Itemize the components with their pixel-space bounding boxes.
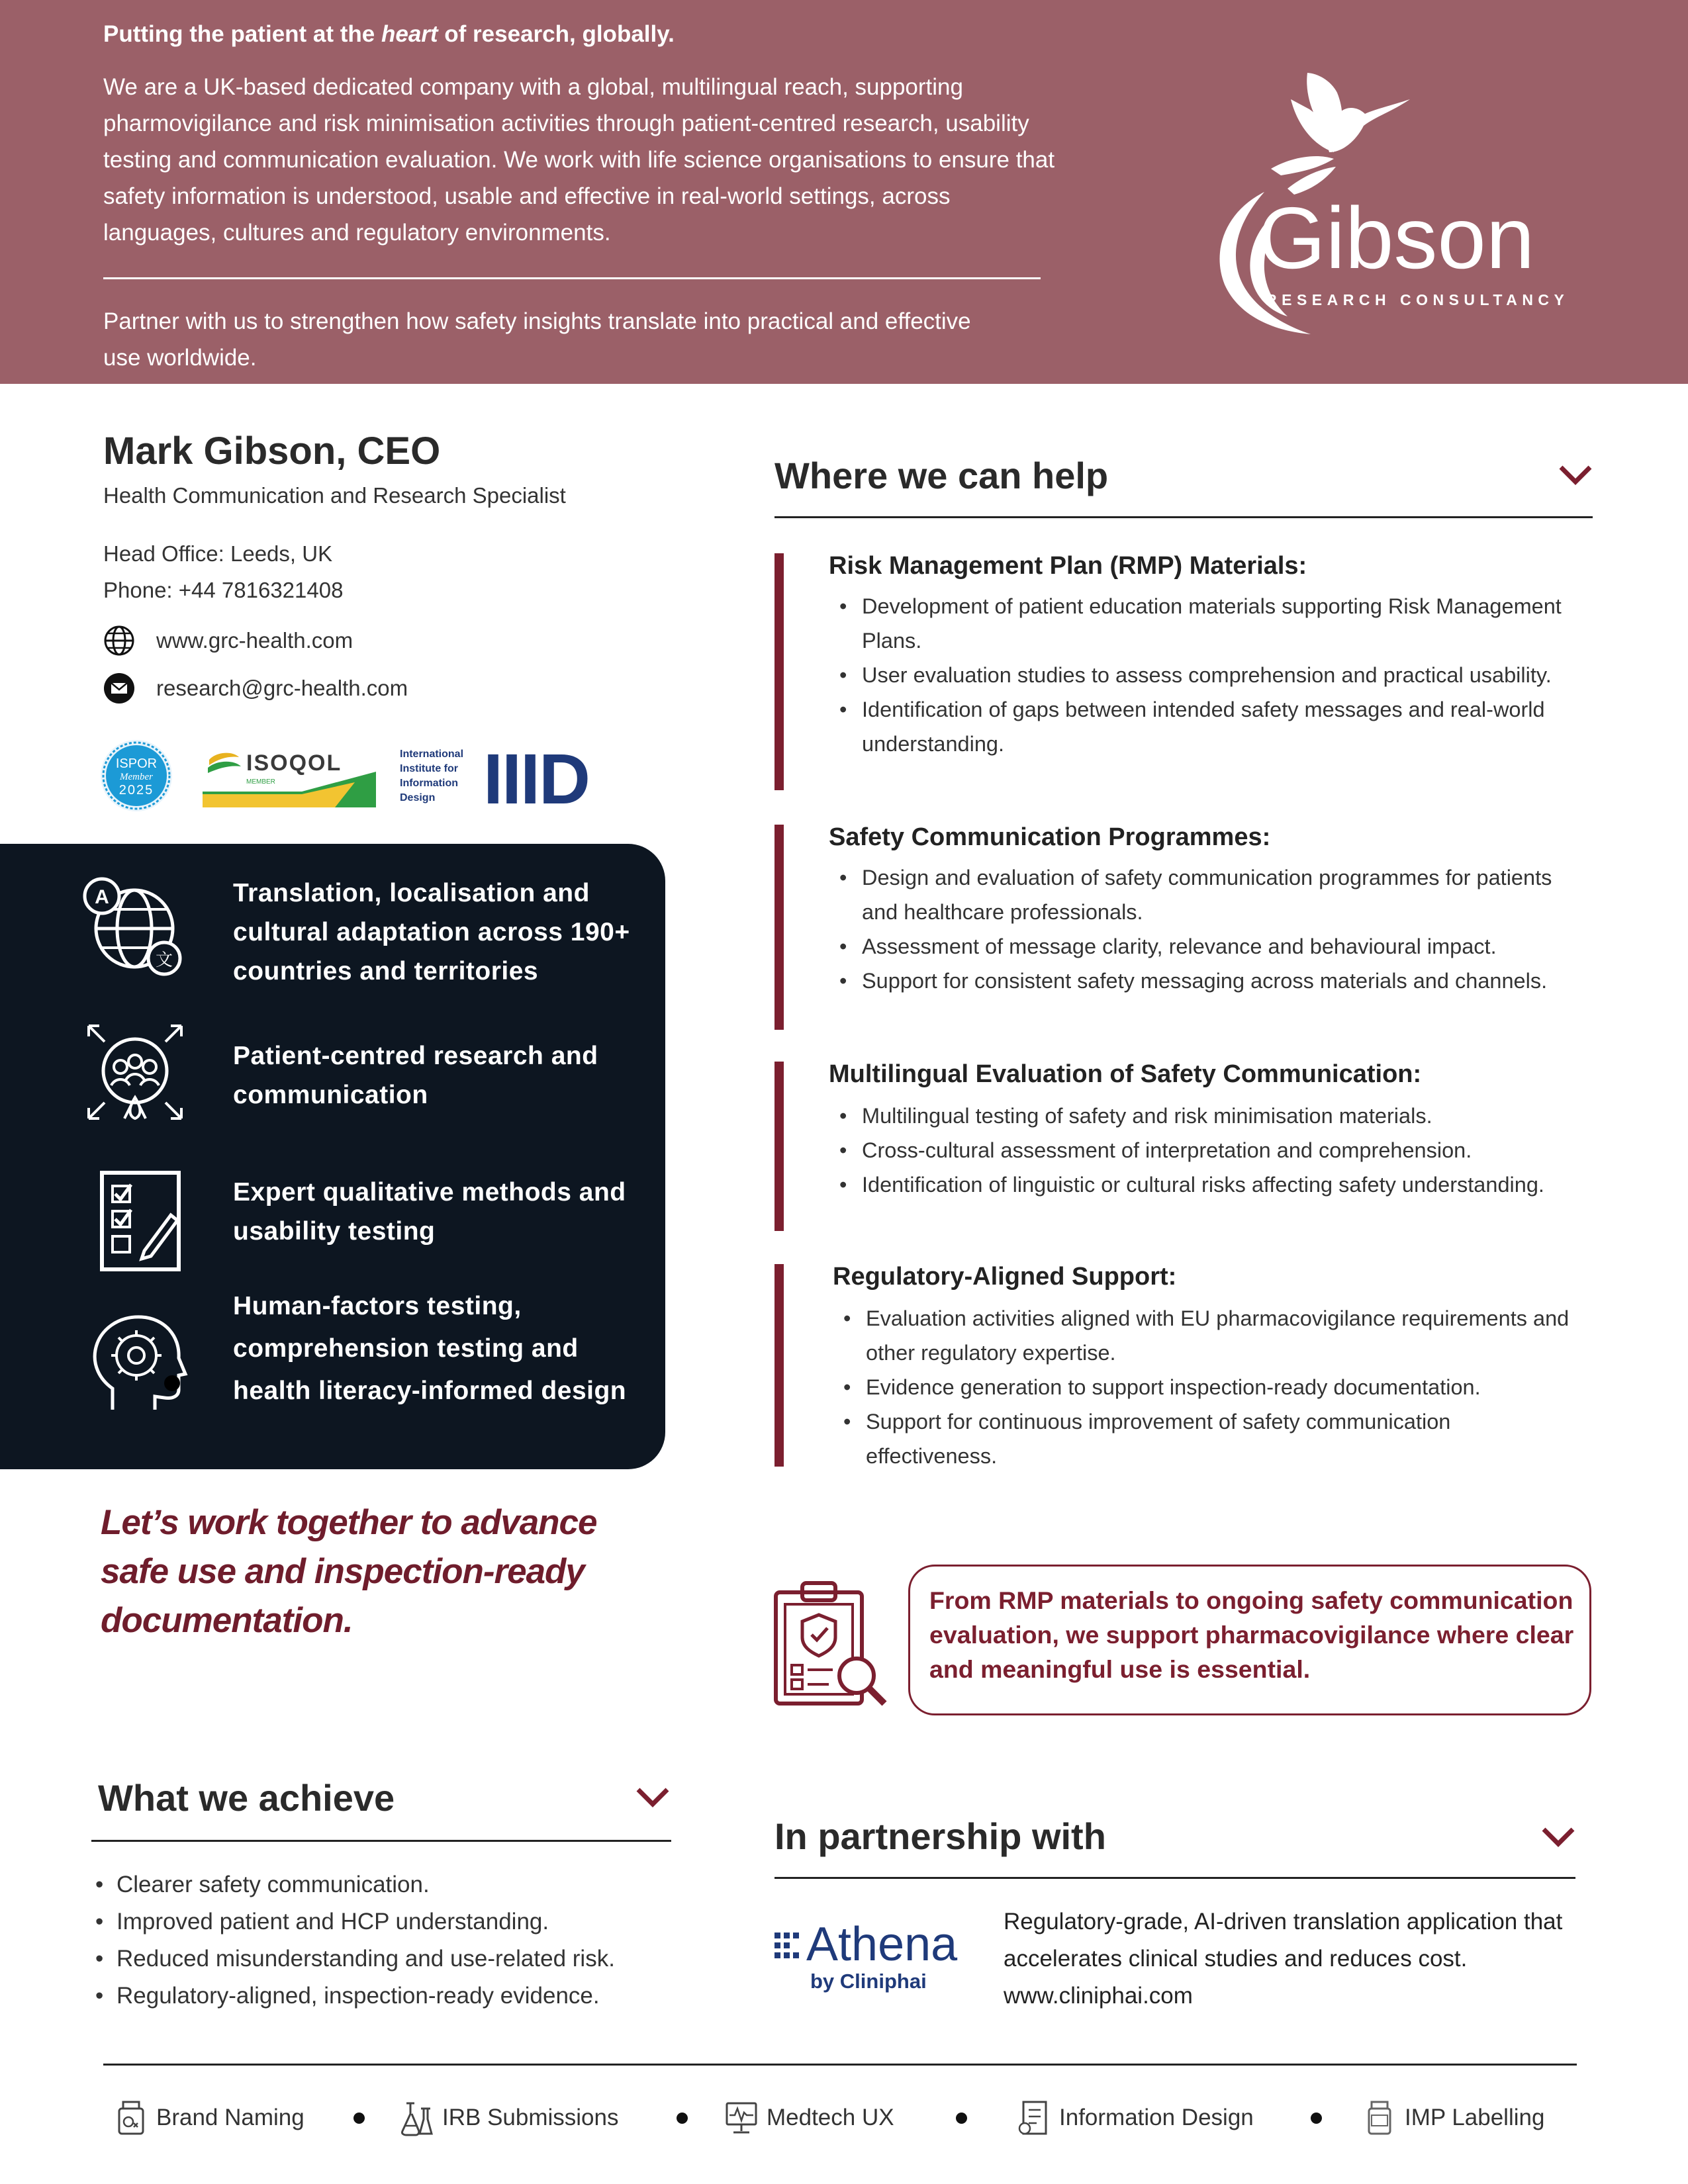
- list-item: • Development of patient education materials supporting Risk Management Plans.: [829, 589, 1577, 658]
- svg-text:IIID: IIID: [483, 743, 590, 811]
- tagline: Putting the patient at the heart of research, globally.: [103, 21, 675, 47]
- phone-number: Phone: +44 7816321408: [103, 578, 344, 602]
- section-list-regulatory: [833, 1301, 1581, 1473]
- partner-invitation: Partner with us to strengthen how safety insights translate into practical and effective use worldwide.: [103, 308, 971, 371]
- footer-separator: [1311, 2113, 1322, 2124]
- header-divider: [103, 277, 1041, 279]
- help-heading: Where we can help: [774, 455, 1109, 496]
- help-divider: [774, 516, 1593, 518]
- svg-text:ISOQOL: ISOQOL: [246, 751, 342, 776]
- feature-patient-centred: Patient-centred research and communication: [233, 1042, 598, 1109]
- clipboard-shield-icon: [772, 1578, 891, 1707]
- svg-text:Athena: Athena: [806, 1918, 958, 1971]
- list-item: • Regulatory-aligned, inspection-ready evidence.: [93, 1978, 688, 2015]
- svg-text:by Cliniphai: by Cliniphai: [810, 1970, 927, 1993]
- list-item: • Identification of linguistic or cultural risks affecting safety understanding.: [829, 1167, 1577, 1202]
- person-role: Health Communication and Research Specialist: [103, 483, 566, 508]
- list-item: • Multilingual testing of safety and risk minimisation materials.: [829, 1099, 1577, 1133]
- section-list-multilingual: [829, 1099, 1577, 1202]
- email-row[interactable]: [103, 672, 408, 705]
- patient-group-icon: [82, 1019, 188, 1125]
- list-item: • Support for consistent safety messaging across materials and channels.: [829, 964, 1577, 998]
- list-item: • Evidence generation to support inspection-ready documentation.: [833, 1370, 1581, 1404]
- svg-text:Gibson: Gibson: [1258, 189, 1535, 287]
- list-item: • Cross-cultural assessment of interpretation and comprehension.: [829, 1133, 1577, 1167]
- head-brain-icon: [86, 1310, 192, 1416]
- partnership-divider: [774, 1877, 1575, 1879]
- website-row[interactable]: [103, 624, 353, 657]
- list-item: • Design and evaluation of safety communication programmes for patients and healthcare professionals.: [829, 860, 1577, 929]
- list-item: • Clearer safety communication.: [93, 1866, 688, 1903]
- footer-label: Information Design: [1059, 2105, 1254, 2130]
- achieve-heading: What we achieve: [98, 1777, 395, 1819]
- section-accent-bar: [774, 1264, 784, 1467]
- email-link[interactable]: research@grc-health.com: [156, 676, 408, 700]
- svg-text:2025: 2025: [118, 783, 154, 797]
- footer-separator: [677, 2113, 688, 2124]
- section-list-rmp: [829, 589, 1577, 761]
- footer-item-irb: [400, 2098, 618, 2138]
- svg-text:Institute for: Institute for: [400, 763, 458, 774]
- achieve-list: [93, 1866, 688, 2015]
- partner-description: [1004, 1903, 1599, 2015]
- call-to-action: Let’s work together to advance safe use and inspection-ready documentation.: [101, 1503, 597, 1640]
- head-office: Head Office: Leeds, UK: [103, 541, 333, 566]
- section-accent-bar: [774, 825, 784, 1030]
- footer-item-imp-labelling: [1362, 2098, 1544, 2138]
- section-title-multilingual: Multilingual Evaluation of Safety Communication:: [829, 1060, 1422, 1088]
- footer-item-medtech: [724, 2098, 894, 2138]
- section-title-regulatory: Regulatory-Aligned Support:: [833, 1263, 1177, 1291]
- partner-url[interactable]: www.cliniphai.com: [1004, 1983, 1193, 2009]
- svg-text:A: A: [95, 886, 109, 908]
- achieve-divider: [91, 1840, 671, 1842]
- svg-text:ISPOR: ISPOR: [115, 756, 158, 771]
- feature-qualitative-methods: Expert qualitative methods and usability testing: [233, 1178, 626, 1246]
- isoqol-member-badge: [203, 745, 376, 807]
- footer-item-information-design: [1017, 2098, 1254, 2138]
- gibson-logo: [1172, 53, 1582, 344]
- callout-text: From RMP materials to ongoing safety communication evaluation, we support pharmacovigilance where clear and meaningful use is essential.: [929, 1586, 1574, 1683]
- footer-separator: [956, 2113, 967, 2124]
- person-name: Mark Gibson, CEO: [103, 430, 441, 473]
- svg-text:文: 文: [155, 950, 173, 970]
- partner-blurb: Regulatory-grade, AI-driven translation application that accelerates clinical studies and reduces cost.: [1004, 1909, 1563, 1972]
- footer-label: IMP Labelling: [1405, 2105, 1545, 2130]
- list-item: • Support for continuous improvement of safety communication effectiveness.: [833, 1404, 1581, 1473]
- section-title-safety-communication: Safety Communication Programmes:: [829, 823, 1271, 851]
- feature-translation: Translation, localisation and cultural adaptation across 190+ countries and territories: [233, 879, 630, 985]
- footer-divider: [103, 2064, 1577, 2066]
- footer-label: IRB Submissions: [442, 2105, 619, 2130]
- svg-text:Information: Information: [400, 778, 458, 789]
- section-list-safety-communication: [829, 860, 1577, 998]
- pill-bottle-icon: [114, 2099, 148, 2136]
- medicine-bottle-icon: [1362, 2099, 1397, 2136]
- email-icon: [103, 672, 135, 704]
- section-accent-bar: [774, 1062, 784, 1231]
- footer-label: Medtech UX: [767, 2105, 894, 2130]
- svg-text:Member: Member: [120, 772, 153, 782]
- ispor-member-badge: [99, 739, 173, 813]
- footer-label: Brand Naming: [156, 2105, 305, 2130]
- list-item: • Reduced misunderstanding and use-related risk.: [93, 1940, 688, 1978]
- athena-logo[interactable]: [773, 1914, 985, 2007]
- section-accent-bar: [774, 553, 784, 790]
- chevron-down-icon[interactable]: [634, 1784, 671, 1811]
- monitor-heartbeat-icon: [724, 2099, 759, 2136]
- globe-icon: [103, 625, 135, 657]
- list-item: • Evaluation activities aligned with EU pharmacovigilance requirements and other regulatory expertise.: [833, 1301, 1581, 1370]
- checklist-icon: [89, 1167, 195, 1273]
- globe-translate-icon: [78, 872, 184, 978]
- svg-text:Design: Design: [400, 792, 436, 803]
- footer-item-brand-naming: [114, 2098, 305, 2138]
- list-item: • Identification of gaps between intended safety messages and real-world understanding.: [829, 692, 1577, 761]
- website-link[interactable]: www.grc-health.com: [156, 628, 353, 653]
- feature-human-factors: Human-factors testing, comprehension testing and health literacy-informed design: [233, 1292, 627, 1405]
- svg-text:MEMBER: MEMBER: [246, 778, 275, 786]
- svg-text:RESEARCH CONSULTANCY: RESEARCH CONSULTANCY: [1266, 291, 1570, 308]
- svg-text:International: International: [400, 749, 464, 760]
- iiid-logo: [400, 743, 605, 811]
- flask-icon: [400, 2099, 434, 2136]
- document-icon: [1017, 2099, 1051, 2136]
- partnership-heading: In partnership with: [774, 1815, 1106, 1857]
- footer-separator: [353, 2113, 365, 2124]
- list-item: • Assessment of message clarity, relevance and behavioural impact.: [829, 929, 1577, 964]
- chevron-down-icon[interactable]: [1540, 1824, 1577, 1850]
- chevron-down-icon[interactable]: [1557, 462, 1594, 488]
- list-item: • Improved patient and HCP understanding.: [93, 1903, 688, 1940]
- list-item: • User evaluation studies to assess comprehension and practical usability.: [829, 658, 1577, 692]
- intro-paragraph: We are a UK-based dedicated company with a global, multilingual reach, supporting pharmovigilance and risk minimisation activities through patient-centred research, usability testing and communication evaluation. We work with life science organisations to ensure that safety information is understood, usable and effective in real-world settings, across languages, cultures and regulatory environments.: [103, 74, 1055, 246]
- section-title-rmp: Risk Management Plan (RMP) Materials:: [829, 552, 1307, 580]
